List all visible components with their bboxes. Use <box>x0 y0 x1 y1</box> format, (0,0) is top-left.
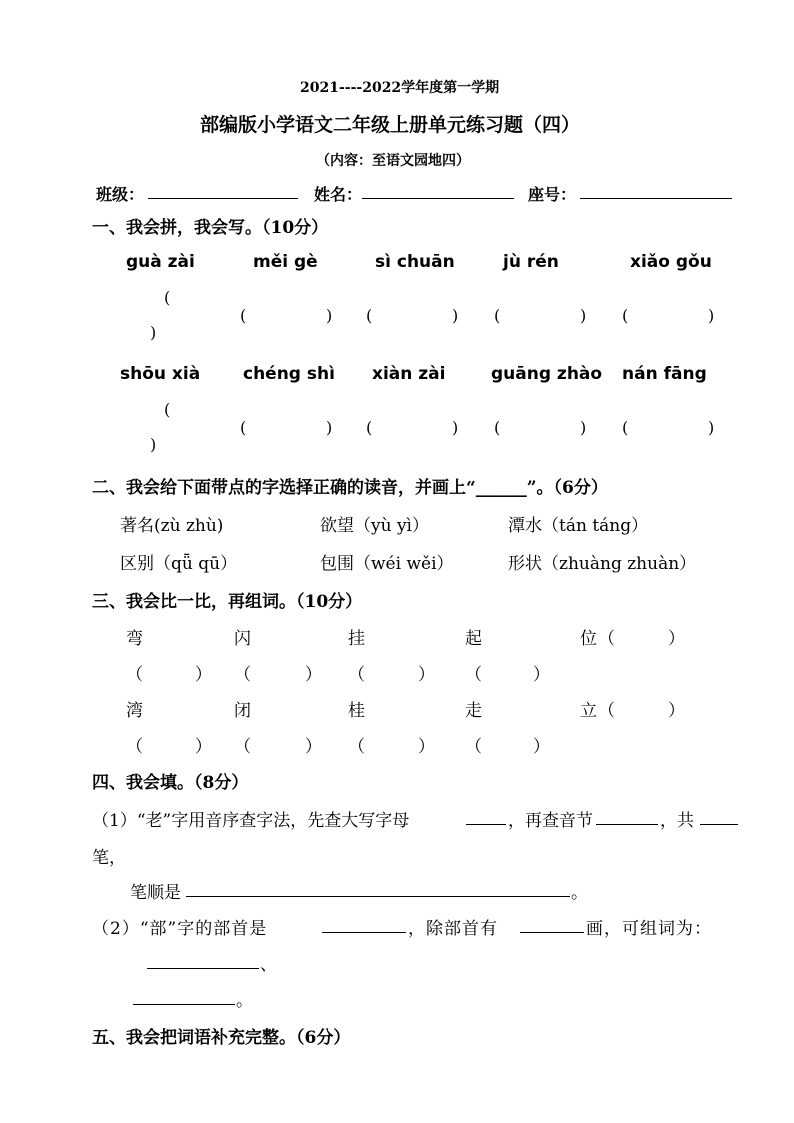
answer-bracket-close: ） <box>305 665 322 685</box>
answer-bracket-close: ） <box>533 737 550 757</box>
compare-char: 桂 <box>348 701 365 721</box>
question-text: （2）“部”字的部首是 <box>92 919 268 939</box>
answer-bracket-open: （ <box>598 701 615 721</box>
answer-bracket-close: ) <box>452 306 459 325</box>
answer-bracket-close: ) <box>150 323 157 342</box>
answer-bracket-close: ) <box>708 418 715 437</box>
class-label: 班级： <box>96 185 145 204</box>
pronunciation-choice: 潭水（tán táng） <box>508 516 649 536</box>
question-text: 画，可组词为： <box>586 919 712 939</box>
compare-char: 湾 <box>126 701 143 721</box>
compare-char: 起 <box>465 629 482 649</box>
pinyin-item: sì chuān <box>375 252 455 272</box>
pinyin-item: guà zài <box>126 252 195 272</box>
answer-bracket-open: ( <box>366 418 373 437</box>
answer-bracket-open: ( <box>622 306 629 325</box>
name-label: 姓名： <box>314 185 363 204</box>
answer-blank[interactable] <box>147 968 259 969</box>
section1-title: 一、我会拼，我会写。（10分） <box>92 218 329 238</box>
answer-bracket-open: （ <box>126 737 143 757</box>
answer-blank[interactable] <box>700 824 738 825</box>
answer-bracket-close: ） <box>668 629 685 649</box>
answer-bracket-close: ) <box>580 418 587 437</box>
answer-bracket-open: ( <box>494 418 501 437</box>
school-year: 2021----2022学年度第一学期 <box>300 80 500 96</box>
answer-bracket-close: ) <box>708 306 715 325</box>
question-text: （1）“老”字用音序查字法，先查大写字母 <box>92 811 410 831</box>
answer-bracket-close: ） <box>195 737 212 757</box>
answer-bracket-close: ） <box>305 737 322 757</box>
answer-blank[interactable] <box>520 932 584 933</box>
question-text: 笔， <box>92 848 126 868</box>
seat-label: 座号： <box>528 185 577 204</box>
answer-bracket-close: ） <box>195 665 212 685</box>
pronunciation-choice: 包围（wéi wěi） <box>320 554 454 574</box>
section5-title: 五、我会把词语补充完整。（6分） <box>92 1028 351 1048</box>
pronunciation-choice: 形状（zhuàng zhuàn） <box>508 554 697 574</box>
pinyin-item: guāng zhào <box>491 364 603 384</box>
answer-blank[interactable] <box>596 824 658 825</box>
answer-bracket-open: ( <box>240 306 247 325</box>
answer-bracket-open: （ <box>234 737 251 757</box>
answer-bracket-open: （ <box>465 665 482 685</box>
answer-bracket-open: （ <box>348 665 365 685</box>
answer-bracket-open: （ <box>598 629 615 649</box>
pinyin-item: shōu xià <box>120 364 201 384</box>
answer-bracket-open: ( <box>164 400 171 419</box>
compare-char: 闭 <box>234 701 251 721</box>
seat-field[interactable] <box>580 198 732 199</box>
pinyin-item: xiàn zài <box>372 364 446 384</box>
question-text: ，除部首有 <box>408 919 498 939</box>
answer-bracket-close: ) <box>326 418 333 437</box>
section2-title: 二、我会给下面带点的字选择正确的读音，并画上“______”。（6分） <box>92 478 608 498</box>
question-text: 笔顺是 <box>130 883 181 903</box>
pinyin-item: nán fāng <box>622 364 707 384</box>
compare-char: 立 <box>580 701 597 721</box>
compare-char: 走 <box>465 701 482 721</box>
answer-bracket-close: ） <box>418 737 435 757</box>
name-field[interactable] <box>362 198 514 199</box>
separator-text: 、 <box>260 955 277 975</box>
section3-title: 三、我会比一比，再组词。（10分） <box>92 592 363 612</box>
answer-bracket-close: ) <box>150 435 157 454</box>
answer-bracket-open: （ <box>126 665 143 685</box>
answer-bracket-open: （ <box>234 665 251 685</box>
pronunciation-choice: 著名(zù zhù) <box>120 516 224 536</box>
answer-blank[interactable] <box>186 896 570 897</box>
answer-bracket-close: ） <box>533 665 550 685</box>
pinyin-item: xiǎo gǒu <box>630 252 712 272</box>
answer-bracket-close: ) <box>452 418 459 437</box>
pinyin-item: chéng shì <box>243 364 335 384</box>
answer-bracket-close: ） <box>418 665 435 685</box>
class-field[interactable] <box>148 198 298 199</box>
answer-blank[interactable] <box>322 932 406 933</box>
question-text: 。 <box>571 883 588 903</box>
question-text: ，共 <box>660 811 694 831</box>
pronunciation-choice: 区别（qǖ qū） <box>120 554 238 574</box>
answer-bracket-open: （ <box>465 737 482 757</box>
page-title: 部编版小学语文二年级上册单元练习题（四） <box>200 114 581 136</box>
answer-bracket-close: ) <box>580 306 587 325</box>
answer-bracket-open: ( <box>494 306 501 325</box>
section4-title: 四、我会填。（8分） <box>92 773 249 793</box>
question-text: ，再查音节 <box>508 811 593 831</box>
compare-char: 弯 <box>126 629 143 649</box>
answer-bracket-open: ( <box>240 418 247 437</box>
answer-bracket-open: （ <box>348 737 365 757</box>
answer-bracket-open: ( <box>622 418 629 437</box>
answer-bracket-open: ( <box>366 306 373 325</box>
compare-char: 闪 <box>234 629 251 649</box>
compare-char: 位 <box>580 629 597 649</box>
pinyin-item: jù rén <box>503 252 559 272</box>
answer-bracket-close: ) <box>326 306 333 325</box>
compare-char: 挂 <box>348 629 365 649</box>
pronunciation-choice: 欲望（yù yì） <box>320 516 429 536</box>
answer-blank[interactable] <box>466 824 506 825</box>
pinyin-item: měi gè <box>253 252 318 272</box>
answer-bracket-close: ） <box>668 701 685 721</box>
answer-bracket-open: ( <box>164 288 171 307</box>
answer-blank[interactable] <box>133 1004 235 1005</box>
page-subtitle: （内容：至语文园地四） <box>316 153 470 169</box>
separator-text: 。 <box>236 991 253 1011</box>
